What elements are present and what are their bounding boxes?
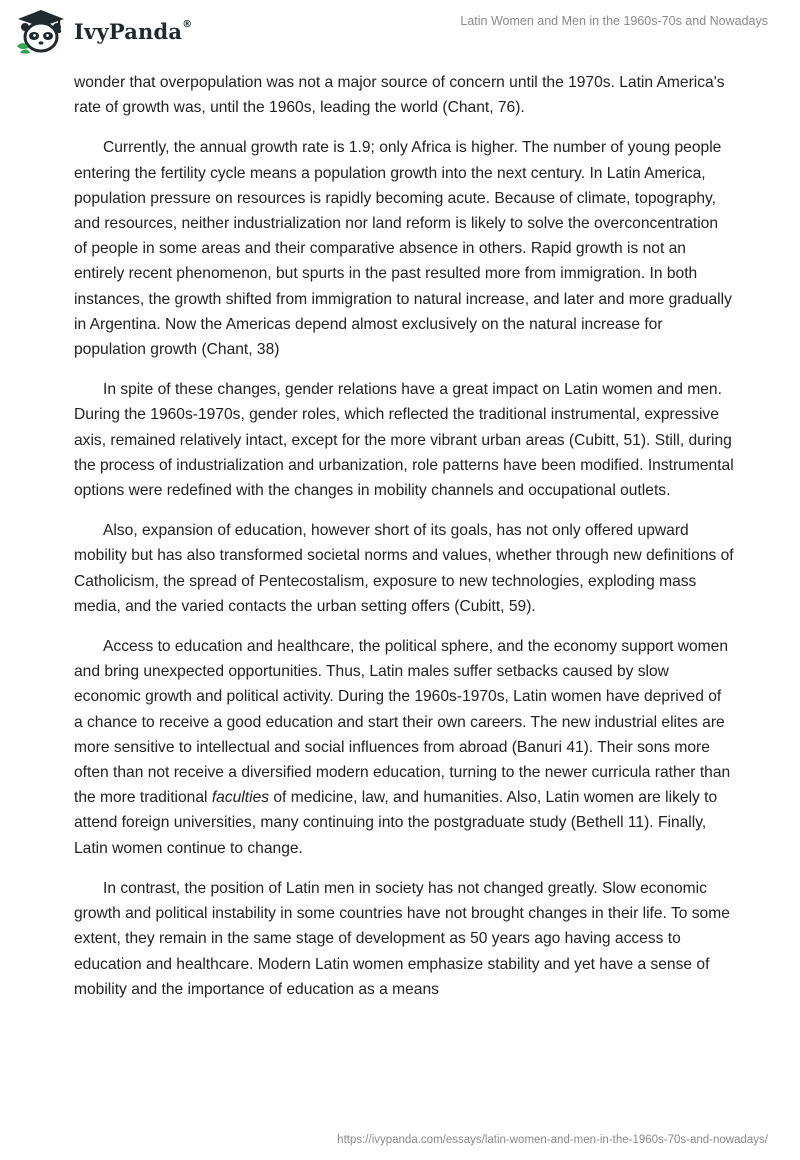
paragraph-text: Access to education and healthcare, the political sphere, and the economy support women and bring unexpected opportunities. Thus, Latin males suffer setbacks caused by slow economic growth and political activity. During the 1960s-1970s, Latin women have deprived of a chance to receive a good education and start their own careers. The new industrial elites are more sensitive to intellectual and social influences from abroad (Banuri 41). Their sons more often than not receive a diversified modern education, turning to the newer curricula rather than the more traditional — [74, 638, 731, 807]
brand-name: IvyPanda® — [74, 18, 193, 44]
emphasized-term: faculties — [211, 789, 270, 807]
paragraph: Also, expansion of education, however short of its goals, has not only offered upward mobility but has also transformed societal norms and values, whether through new definitions of Catholicism, the spread of Pentecostalism, exposure to new technologies, exploding mass media, and the varied contacts the urban setting offers (Cubitt, 59). — [74, 522, 734, 615]
paragraph: Currently, the annual growth rate is 1.9; only Africa is higher. The number of young people entering the fertility cycle means a population growth into the next century. In Latin America, population pressure on resources is rapidly becoming acute. Because of climate, topography, and resources, neither industrialization nor land reform is likely to solve the overconcentration of people in some areas and their comparative absence in others. Rapid growth is not an entirely recent phenomenon, but spurts in the past resulted more from immigration. In both instances, the growth shifted from immigration to natural increase, and later and more gradually in Argentina. Now the Americas depend almost exclusively on the natural increase for population growth (Chant, 38) — [74, 139, 732, 359]
panda-icon — [14, 8, 68, 54]
paragraph-text: of medicine, law, and humanities. Also, Latin women are likely to attend foreign universities, many continuing into the postgraduate study (Bethell 11). Finally, Latin women continue to change. — [74, 789, 718, 857]
ivypanda-logo[interactable] — [14, 8, 192, 54]
essay-body — [74, 70, 734, 1017]
document-title: Latin Women and Men in the 1960s-70s and Nowadays — [460, 14, 768, 28]
page-header — [0, 0, 800, 62]
paragraph: In spite of these changes, gender relations have a great impact on Latin women and men. During the 1960s-1970s, gender roles, which reflected the traditional instrumental, expressive axis, remained relatively intact, except for the more vibrant urban areas (Cubitt, 51). Still, during the process of industrialization and urbanization, role patterns have been modified. Instrumental options were redefined with the changes in mobility channels and occupational outlets. — [74, 381, 734, 500]
registered-mark: ® — [182, 18, 193, 30]
source-url[interactable]: https://ivypanda.com/essays/latin-women-and-men-in-the-1960s-70s-and-nowadays/ — [337, 1134, 768, 1146]
paragraph: In contrast, the position of Latin men in society has not changed greatly. Slow economic growth and political instability in some countries have not brought changes in their life. To some extent, they remain in the same stage of development as 50 years ago having access to education and healthcare. Modern Latin women emphasize stability and yet have a sense of mobility and the importance of education as a means — [74, 879, 730, 998]
paragraph: wonder that overpopulation was not a major source of concern until the 1970s. Latin America's rate of growth was, until the 1960s, leading the world (Chant, 76). — [74, 74, 725, 117]
paragraph — [74, 634, 734, 861]
